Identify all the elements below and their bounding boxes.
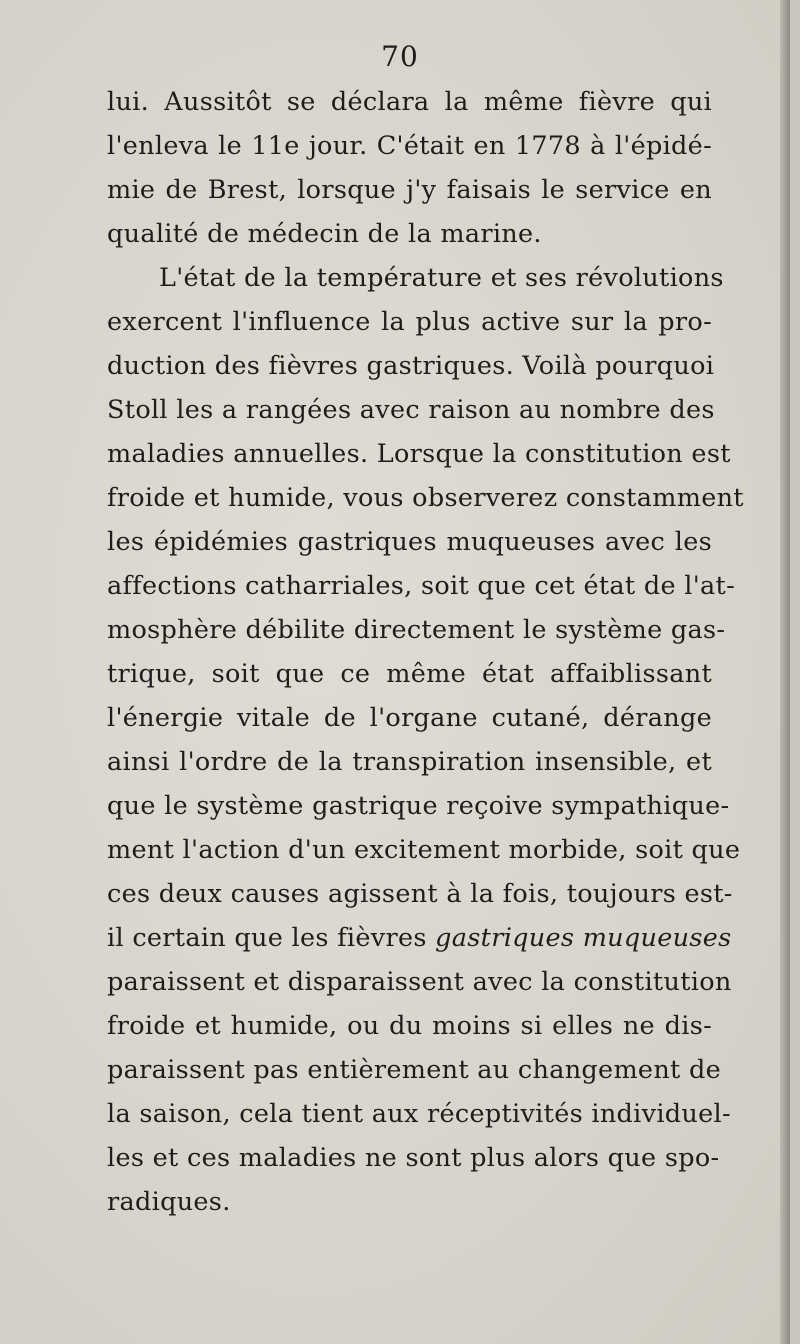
text-line-16: ainsi l'ordre de la transpiration insensible, et [107,747,712,777]
text-line-25: les et ces maladies ne sont plus alors que spo- [107,1143,720,1173]
text-line-7: duction des fièvres gastriques. Voilà pourquoi [107,351,715,381]
text-line-10: froide et humide, vous observerez constamment [107,483,744,513]
text-line-23: paraissent pas entièrement au changement de [107,1055,722,1085]
text-line-21: paraissent et disparaissent avec la constitution [107,967,732,997]
text-line-11: les épidémies gastriques muqueuses avec les [107,527,712,557]
text-line-12: affections catharriales, soit que cet état de l'at- [107,571,736,601]
page-edge-shadow [780,0,790,1344]
text-line-1: lui. Aussitôt se déclara la même fièvre qui [107,87,712,117]
text-line-20-italic: gastriques muqueuses [435,923,732,953]
text-line-3: mie de Brest, lorsque j'y faisais le service en [107,175,712,205]
text-line-5: L'état de la température et ses révolutions [159,263,724,293]
text-line-9: maladies annuelles. Lorsque la constitution est [107,439,731,469]
text-line-14: trique, soit que ce même état affaiblissant [107,659,712,689]
text-line-6: exercent l'influence la plus active sur la pro- [107,307,712,337]
text-line-2: l'enleva le 11e jour. C'était en 1778 à l'épidé- [107,131,712,161]
body-text [107,80,744,1224]
text-line-4: qualité de médecin de la marine. [107,219,542,249]
text-line-22: froide et humide, ou du moins si elles ne dis- [107,1011,712,1041]
text-line-17: que le système gastrique reçoive sympathique- [107,791,730,821]
text-line-24: la saison, cela tient aux réceptivités individuel- [107,1099,731,1129]
page-number: 70 [381,40,419,73]
text-line-19: ces deux causes agissent à la fois, toujours est- [107,879,733,909]
text-line-20 [107,916,732,960]
text-line-15: l'énergie vitale de l'organe cutané, dérange [107,703,712,733]
text-line-18: ment l'action d'un excitement morbide, soit que [107,835,741,865]
text-line-26: radiques. [107,1187,231,1217]
text-line-13: mosphère débilite directement le système gas- [107,615,726,645]
text-line-8: Stoll les a rangées avec raison au nombre des [107,395,715,425]
text-line-20-roman: il certain que les fièvres [107,923,427,953]
